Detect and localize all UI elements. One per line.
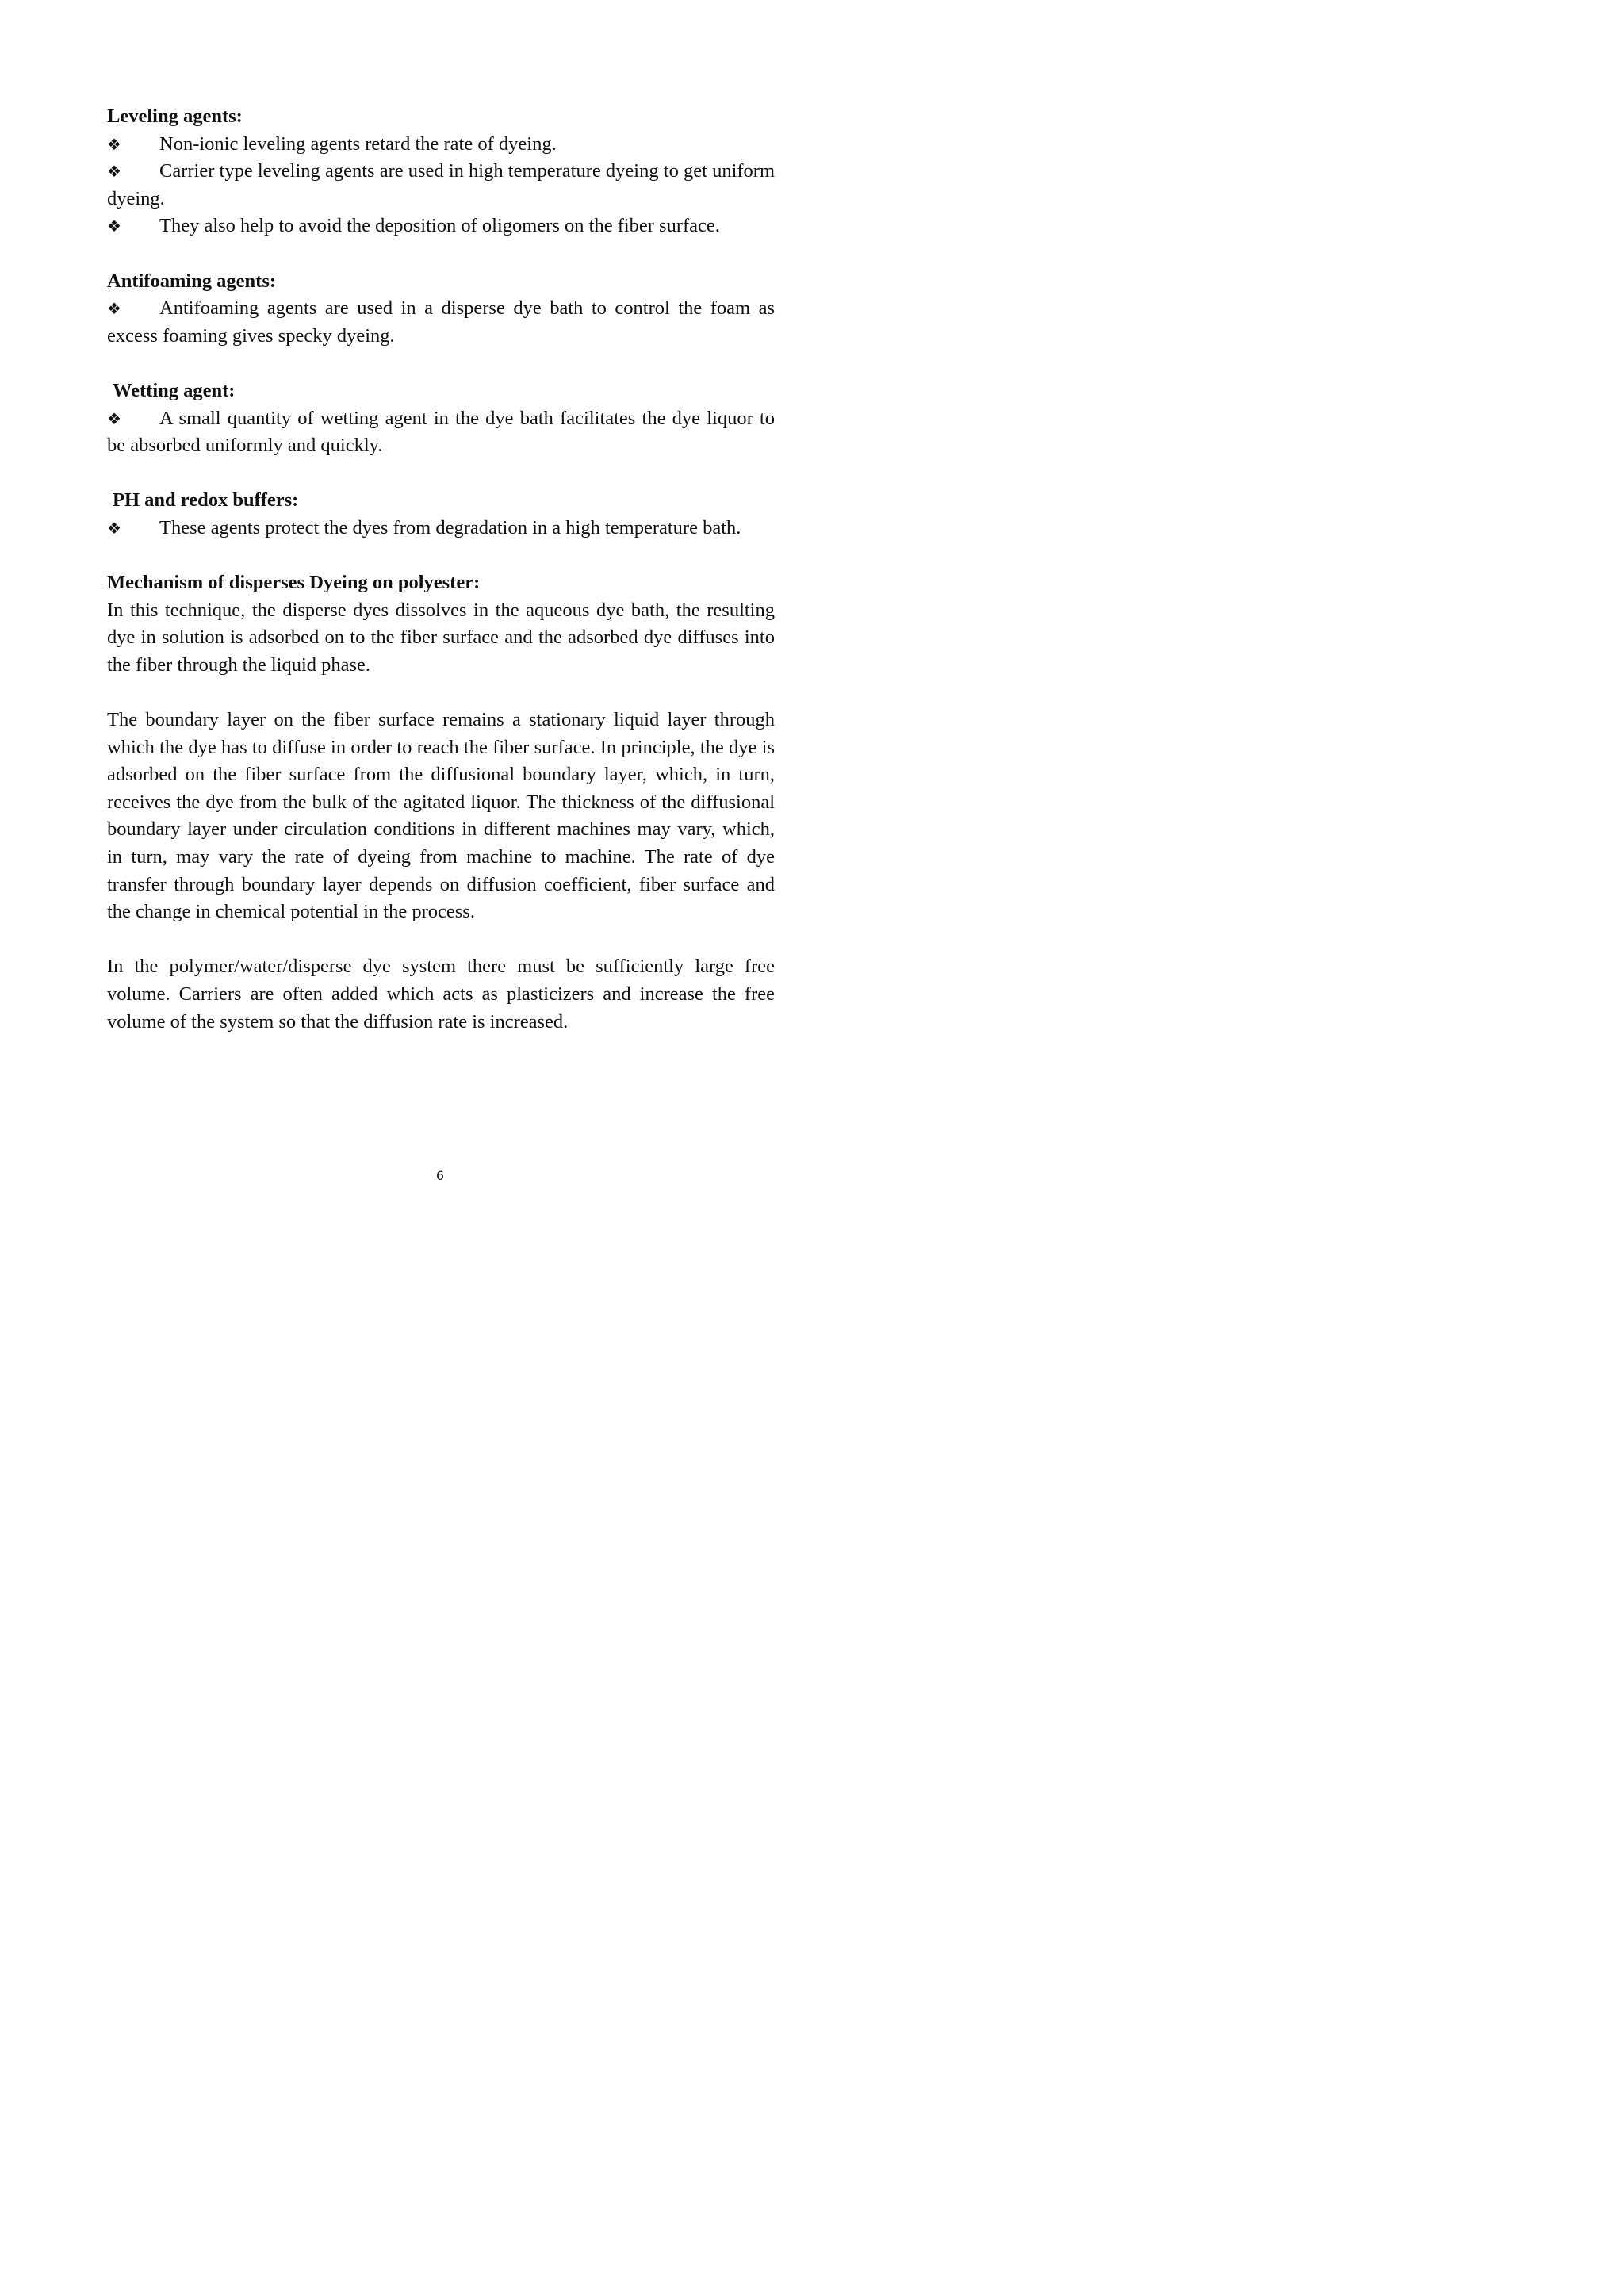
bullet-text: Antifoaming agents are used in a disperse dye bath to control the foam as excess foaming gives specky dyeing. (107, 297, 775, 347)
body-paragraph: In this technique, the disperse dyes dissolves in the aqueous dye bath, the resulting dye in solution is adsorbed on to the fiber surface and the adsorbed dye diffuses into the fiber through the liquid phase. (107, 599, 775, 676)
diamond-bullet-icon: ❖ (107, 162, 121, 182)
section-antifoaming-agents (107, 268, 775, 351)
bullet-text: Non-ionic leveling agents retard the rate of dyeing. (159, 132, 557, 155)
bullet-item (107, 405, 775, 460)
body-paragraph: In the polymer/water/disperse dye system there must be sufficiently large free volume. Carriers are often added which acts as plasticizers and increase the free volume of the system so that the diffusion rate is increased. (107, 956, 775, 1033)
section-ph-redox-buffers (107, 487, 775, 542)
diamond-bullet-icon: ❖ (107, 216, 121, 236)
body-paragraph: The boundary layer on the fiber surface remains a stationary liquid layer through which the dye has to diffuse in order to reach the fiber surface. In principle, the dye is adsorbed on the fiber surface from the diffusional boundary layer, which, in turn, receives the dye from the bulk of the agitated liquor. The thickness of the diffusional boundary layer under circulation conditions in different machines may vary, which, in turn, may vary the rate of dyeing from machine to machine. The rate of dye transfer through boundary layer depends on diffusion coefficient, fiber surface and the change in chemical potential in the process. (107, 709, 775, 923)
section-heading: Mechanism of disperses Dyeing on polyester: (107, 572, 481, 594)
diamond-bullet-icon: ❖ (107, 518, 121, 538)
diamond-bullet-icon: ❖ (107, 408, 121, 428)
section-mechanism (107, 569, 775, 679)
section-boundary-layer (107, 707, 775, 926)
bullet-text: Carrier type leveling agents are used in high temperature dyeing to get uniform dyeing. (107, 160, 775, 209)
bullet-item (107, 515, 775, 542)
bullet-item (107, 158, 775, 213)
bullet-item (107, 213, 775, 240)
bullet-text: These agents protect the dyes from degradation in a high temperature bath. (159, 516, 741, 538)
bullet-item (107, 295, 775, 350)
section-heading: PH and redox buffers: (113, 489, 299, 511)
document-page (107, 103, 775, 1063)
diamond-bullet-icon: ❖ (107, 134, 121, 154)
bullet-text: They also help to avoid the deposition of oligomers on the fiber surface. (159, 215, 720, 237)
section-heading: Wetting agent: (113, 379, 236, 401)
diamond-bullet-icon: ❖ (107, 299, 121, 319)
bullet-item (107, 131, 775, 159)
section-free-volume (107, 953, 775, 1036)
section-heading: Leveling agents: (107, 105, 243, 127)
section-wetting-agent (107, 377, 775, 460)
page-number: 6 (435, 1168, 445, 1183)
section-leveling-agents (107, 103, 775, 240)
section-heading: Antifoaming agents: (107, 270, 277, 292)
bullet-text: A small quantity of wetting agent in the dye bath facilitates the dye liquor to be absorbed uniformly and quickly. (107, 407, 775, 457)
